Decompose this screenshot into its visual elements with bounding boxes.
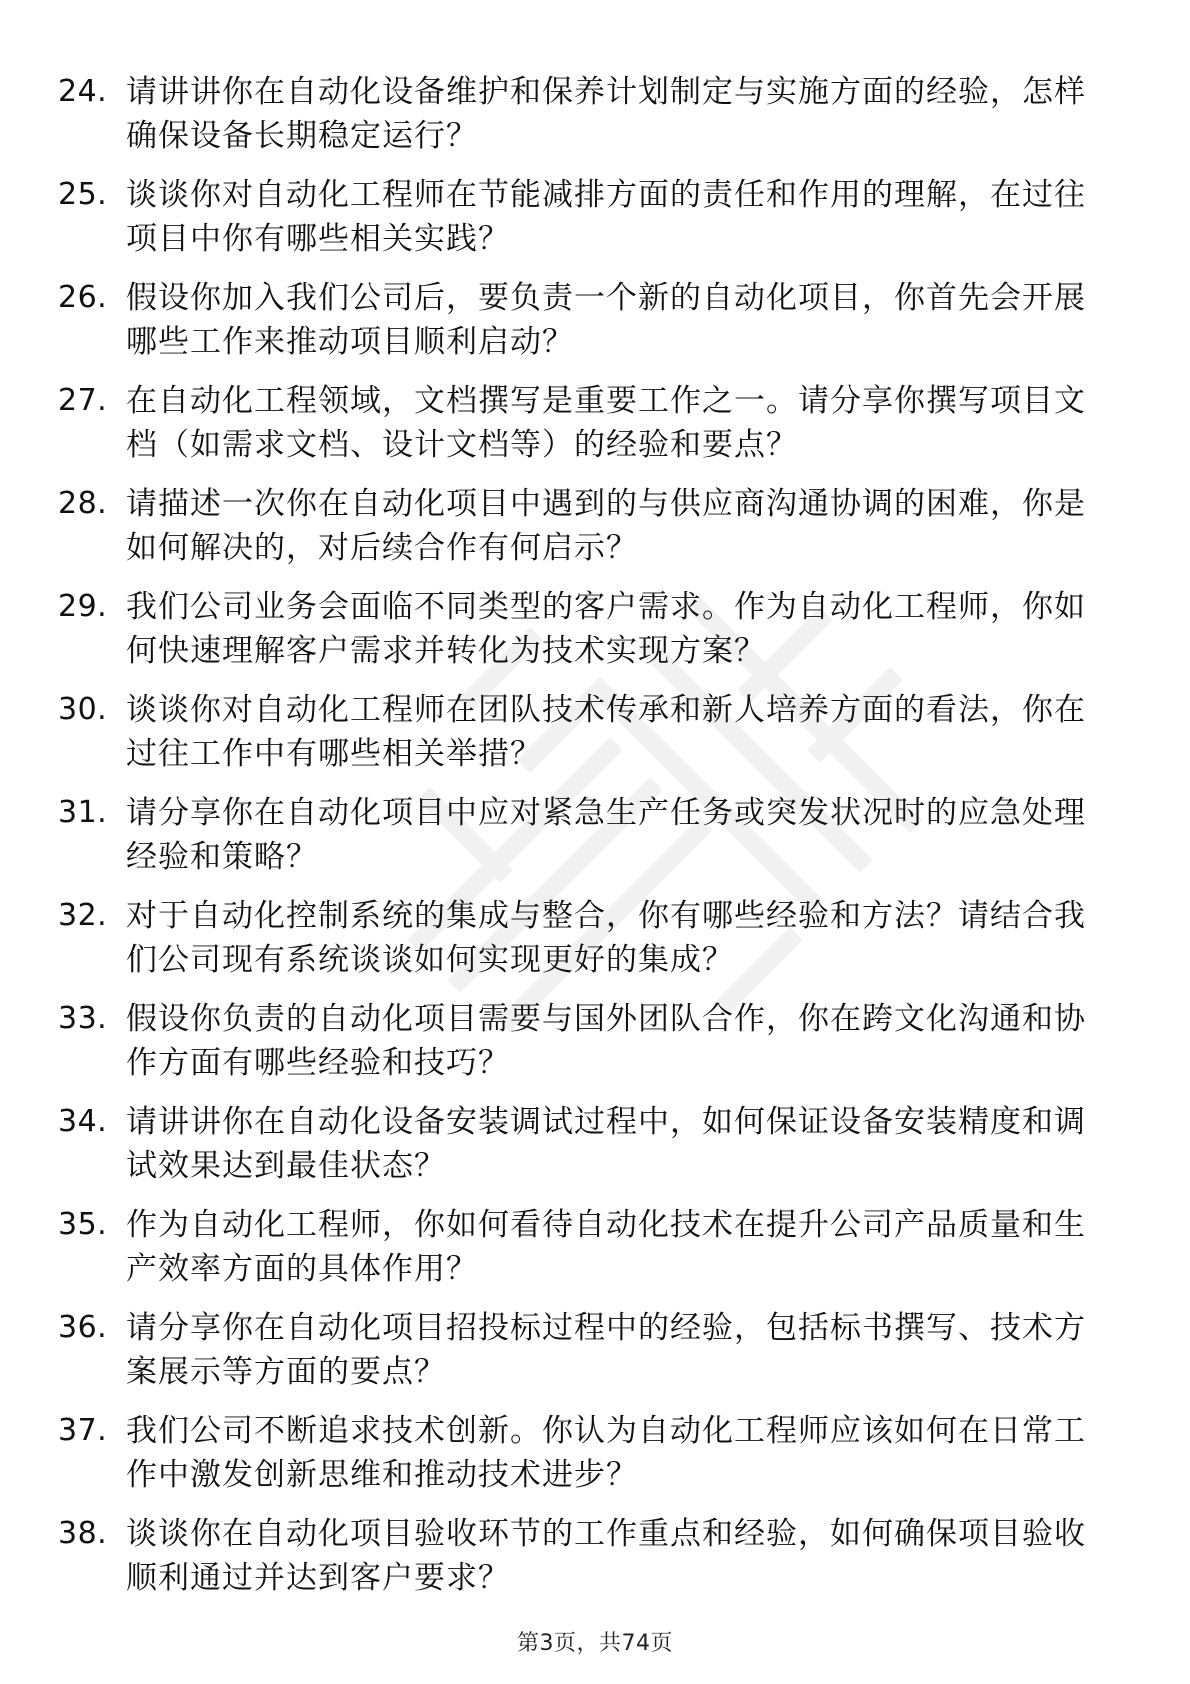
question-item bbox=[58, 791, 1118, 879]
question-text: 谈谈你对自动化工程师在团队技术传承和新人培养方面的看法，你在过往工作中有哪些相关举措？ bbox=[126, 692, 1086, 772]
question-number: 28. bbox=[58, 486, 108, 521]
question-item bbox=[58, 173, 1118, 261]
question-text: 我们公司不断追求技术创新。你认为自动化工程师应该如何在日常工作中激发创新思维和推动技术进步？ bbox=[126, 1413, 1086, 1493]
question-number: 30. bbox=[58, 692, 108, 727]
question-number: 27. bbox=[58, 383, 108, 418]
question-number: 31. bbox=[58, 795, 108, 830]
question-number: 26. bbox=[58, 280, 108, 315]
question-text: 请分享你在自动化项目中应对紧急生产任务或突发状况时的应急处理经验和策略？ bbox=[126, 795, 1086, 875]
question-text: 谈谈你在自动化项目验收环节的工作重点和经验，如何确保项目验收顺利通过并达到客户要求？ bbox=[126, 1516, 1086, 1596]
question-number: 33. bbox=[58, 1001, 108, 1036]
question-number: 32. bbox=[58, 898, 108, 933]
question-number: 38. bbox=[58, 1516, 108, 1551]
question-item bbox=[58, 688, 1118, 776]
question-text: 请讲讲你在自动化设备维护和保养计划制定与实施方面的经验，怎样确保设备长期稳定运行？ bbox=[126, 74, 1086, 154]
question-text: 请分享你在自动化项目招投标过程中的经验，包括标书撰写、技术方案展示等方面的要点？ bbox=[126, 1310, 1086, 1390]
question-list bbox=[58, 70, 1118, 1615]
question-item bbox=[58, 379, 1118, 467]
page-footer: 第3页，共74页 bbox=[517, 1631, 673, 1656]
question-item bbox=[58, 482, 1118, 570]
question-text: 谈谈你对自动化工程师在节能减排方面的责任和作用的理解，在过往项目中你有哪些相关实践？ bbox=[126, 177, 1086, 257]
question-item bbox=[58, 70, 1118, 158]
question-item bbox=[58, 1512, 1118, 1600]
question-number: 37. bbox=[58, 1413, 108, 1448]
question-number: 24. bbox=[58, 74, 108, 109]
question-item bbox=[58, 1100, 1118, 1188]
question-number: 34. bbox=[58, 1104, 108, 1139]
question-number: 36. bbox=[58, 1310, 108, 1345]
question-text: 请描述一次你在自动化项目中遇到的与供应商沟通协调的困难，你是如何解决的，对后续合作有何启示？ bbox=[126, 486, 1086, 566]
question-item bbox=[58, 1409, 1118, 1497]
question-text: 作为自动化工程师，你如何看待自动化技术在提升公司产品质量和生产效率方面的具体作用？ bbox=[126, 1207, 1086, 1287]
question-item bbox=[58, 1203, 1118, 1291]
question-item bbox=[58, 997, 1118, 1085]
question-item bbox=[58, 1306, 1118, 1394]
question-number: 29. bbox=[58, 589, 108, 624]
question-text: 对于自动化控制系统的集成与整合，你有哪些经验和方法？请结合我们公司现有系统谈谈如何实现更好的集成？ bbox=[126, 898, 1086, 978]
question-number: 25. bbox=[58, 177, 108, 212]
question-item bbox=[58, 585, 1118, 673]
question-item bbox=[58, 276, 1118, 364]
question-number: 35. bbox=[58, 1207, 108, 1242]
question-text: 假设你负责的自动化项目需要与国外团队合作，你在跨文化沟通和协作方面有哪些经验和技巧？ bbox=[126, 1001, 1086, 1081]
question-text: 请讲讲你在自动化设备安装调试过程中，如何保证设备安装精度和调试效果达到最佳状态？ bbox=[126, 1104, 1086, 1184]
question-text: 我们公司业务会面临不同类型的客户需求。作为自动化工程师，你如何快速理解客户需求并转化为技术实现方案？ bbox=[126, 589, 1086, 669]
question-item bbox=[58, 894, 1118, 982]
question-text: 在自动化工程领域，文档撰写是重要工作之一。请分享你撰写项目文档（如需求文档、设计文档等）的经验和要点？ bbox=[126, 383, 1086, 463]
question-text: 假设你加入我们公司后，要负责一个新的自动化项目，你首先会开展哪些工作来推动项目顺利启动？ bbox=[126, 280, 1086, 360]
